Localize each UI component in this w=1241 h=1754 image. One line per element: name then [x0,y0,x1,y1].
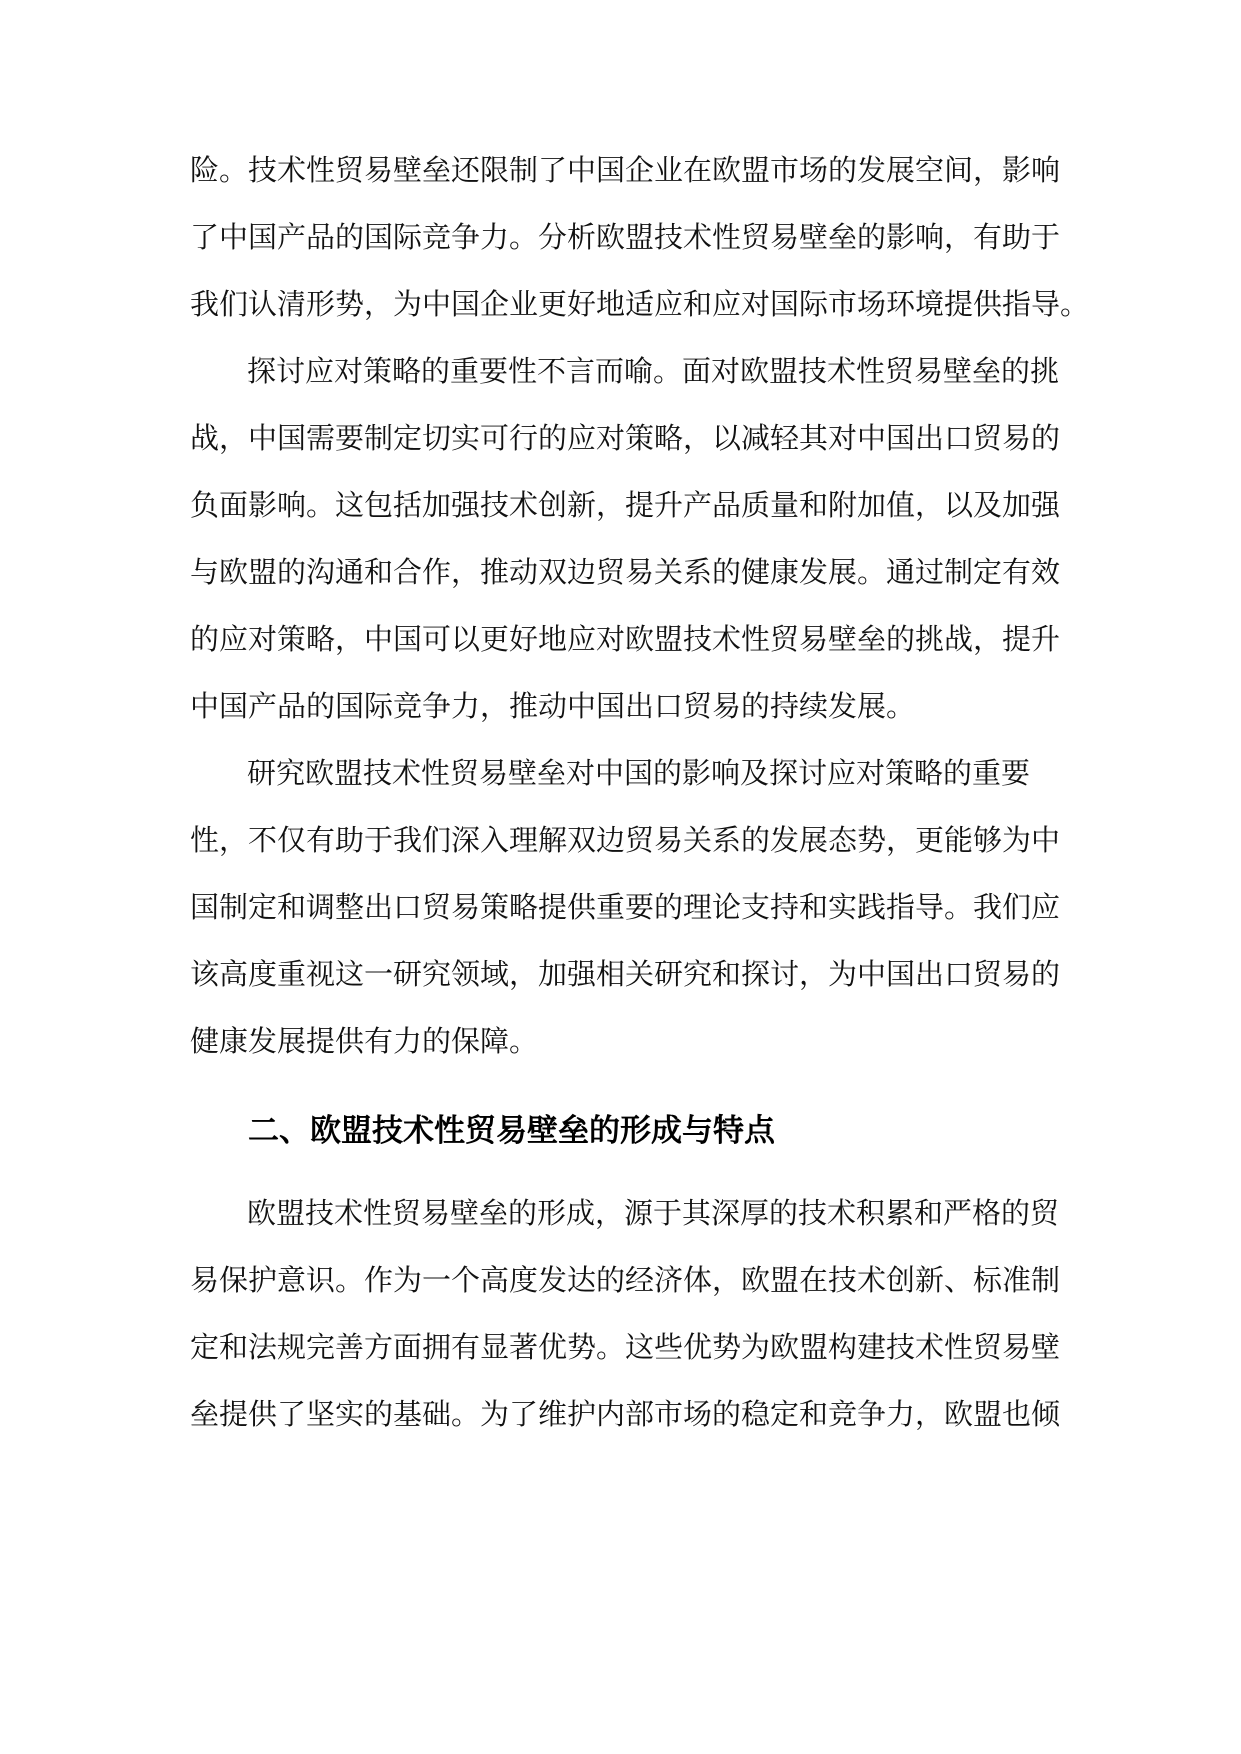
paragraph-2-line-5: 的应对策略，中国可以更好地应对欧盟技术性贸易壁垒的挑战，提升 [190,622,1061,656]
paragraph-3-line-5: 健康发展提供有力的保障。 [190,1024,539,1058]
paragraph-3-line-1: 研究欧盟技术性贸易壁垒对中国的影响及探讨应对策略的重要 [247,756,1031,790]
section-paragraph-line-1: 欧盟技术性贸易壁垒的形成，源于其深厚的技术积累和严格的贸 [247,1196,1060,1230]
section-paragraph-line-4: 垒提供了坚实的基础。为了维护内部市场的稳定和竞争力，欧盟也倾 [190,1397,1061,1431]
section-paragraph-line-3: 定和法规完善方面拥有显著优势。这些优势为欧盟构建技术性贸易壁 [190,1330,1061,1364]
section-heading: 二、欧盟技术性贸易壁垒的形成与特点 [248,1113,775,1149]
paragraph-2-line-3: 负面影响。这包括加强技术创新，提升产品质量和附加值，以及加强 [190,488,1061,522]
paragraph-3-line-4: 该高度重视这一研究领域，加强相关研究和探讨，为中国出口贸易的 [190,957,1061,991]
paragraph-1-line-2: 了中国产品的国际竞争力。分析欧盟技术性贸易壁垒的影响，有助于 [190,220,1061,254]
paragraph-2-line-6: 中国产品的国际竞争力，推动中国出口贸易的持续发展。 [190,689,916,723]
paragraph-2-line-1: 探讨应对策略的重要性不言而喻。面对欧盟技术性贸易壁垒的挑 [247,354,1060,388]
paragraph-3-line-2: 性，不仅有助于我们深入理解双边贸易关系的发展态势，更能够为中 [190,823,1061,857]
paragraph-3-line-3: 国制定和调整出口贸易策略提供重要的理论支持和实践指导。我们应 [190,890,1061,924]
paragraph-1-line-1: 险。技术性贸易壁垒还限制了中国企业在欧盟市场的发展空间，影响 [190,153,1061,187]
paragraph-2-line-4: 与欧盟的沟通和合作，推动双边贸易关系的健康发展。通过制定有效 [190,555,1061,589]
paragraph-1-line-3: 我们认清形势，为中国企业更好地适应和应对国际市场环境提供指导。 [190,287,1090,321]
section-paragraph-line-2: 易保护意识。作为一个高度发达的经济体，欧盟在技术创新、标准制 [190,1263,1061,1297]
paragraph-2-line-2: 战，中国需要制定切实可行的应对策略，以减轻其对中国出口贸易的 [190,421,1061,455]
